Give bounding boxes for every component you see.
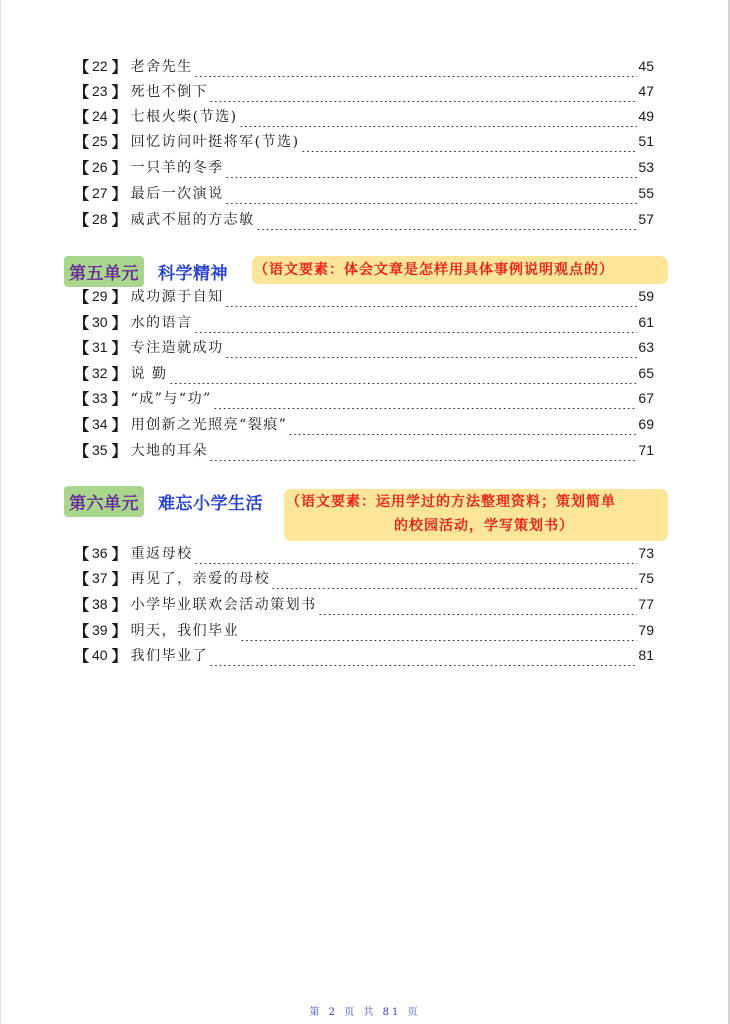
page-edge-left <box>0 0 1 1024</box>
bracket-close: 】 <box>111 184 127 203</box>
entry-title: 大地的耳朵 <box>130 443 209 459</box>
entry-number: 29 <box>92 288 108 304</box>
toc-entry[interactable] <box>74 619 654 641</box>
bracket-close: 】 <box>111 107 127 126</box>
toc-entry[interactable] <box>74 80 654 102</box>
entry-number: 35 <box>92 442 108 458</box>
unit5-element-box <box>252 256 668 284</box>
entry-number: 34 <box>92 416 108 432</box>
toc-entry[interactable] <box>74 593 654 615</box>
bracket-open: 【 <box>74 82 90 101</box>
toc-entry[interactable] <box>74 130 654 152</box>
entry-title: 再见了，亲爱的母校 <box>130 571 271 587</box>
toc-entry[interactable] <box>74 208 654 230</box>
entry-number: 25 <box>92 133 108 149</box>
entry-page: 45 <box>638 58 654 74</box>
entry-title: 最后一次演说 <box>130 186 224 202</box>
bracket-open: 【 <box>74 338 90 357</box>
entry-page: 47 <box>638 83 654 99</box>
entry-number: 38 <box>92 596 108 612</box>
toc-entry[interactable] <box>74 311 654 333</box>
dot-leader <box>225 285 638 307</box>
entry-title: 用创新之光照亮“裂痕” <box>130 417 288 433</box>
bracket-open: 【 <box>74 646 90 665</box>
bracket-open: 【 <box>74 621 90 640</box>
bracket-close: 】 <box>111 569 127 588</box>
entry-title: 重返母校 <box>130 546 193 562</box>
bracket-open: 【 <box>74 595 90 614</box>
entry-number: 31 <box>92 339 108 355</box>
unit-tag: 第五单元 <box>64 256 144 287</box>
entry-title: 威武不屈的方志敏 <box>130 212 255 228</box>
dot-leader <box>225 182 638 204</box>
dot-leader <box>194 311 638 333</box>
toc-entry[interactable] <box>74 156 654 178</box>
toc-entry[interactable] <box>74 542 654 564</box>
dot-leader <box>225 336 638 358</box>
bracket-close: 】 <box>111 544 127 563</box>
entry-title: 专注造就成功 <box>130 340 224 356</box>
bracket-close: 】 <box>111 389 127 408</box>
entry-page: 73 <box>638 545 654 561</box>
entry-page: 69 <box>638 416 654 432</box>
entry-number: 37 <box>92 570 108 586</box>
entry-number: 30 <box>92 314 108 330</box>
entry-number: 40 <box>92 647 108 663</box>
entry-number: 26 <box>92 159 108 175</box>
bracket-open: 【 <box>74 287 90 306</box>
dot-leader <box>209 439 637 461</box>
toc-entry[interactable] <box>74 644 654 666</box>
toc-entry[interactable] <box>74 55 654 77</box>
bracket-close: 】 <box>111 415 127 434</box>
unit-name: 难忘小学生活 <box>158 494 263 514</box>
bracket-close: 】 <box>111 441 127 460</box>
bracket-open: 【 <box>74 313 90 332</box>
entry-title: 小学毕业联欢会活动策划书 <box>130 597 317 613</box>
bracket-open: 【 <box>74 57 90 76</box>
bracket-open: 【 <box>74 389 90 408</box>
entry-number: 39 <box>92 622 108 638</box>
entry-title: 成功源于自知 <box>130 289 224 305</box>
dot-leader <box>169 362 638 384</box>
toc-entry[interactable] <box>74 387 654 409</box>
unit6-element-line1: （语文要素：运用学过的方法整理资料；策划简单 <box>286 494 616 510</box>
dot-leader <box>318 593 638 615</box>
unit-tag: 第六单元 <box>64 486 144 517</box>
bracket-open: 【 <box>74 544 90 563</box>
entry-title: 我们毕业了 <box>130 648 209 664</box>
dot-leader <box>209 80 637 102</box>
dot-leader <box>256 208 638 230</box>
bracket-close: 】 <box>111 82 127 101</box>
dot-leader <box>288 413 637 435</box>
bracket-close: 】 <box>111 57 127 76</box>
entry-title: 回忆访问叶挺将军(节选) <box>130 134 300 150</box>
dot-leader <box>271 567 637 589</box>
bracket-open: 【 <box>74 210 90 229</box>
toc-entry[interactable] <box>74 336 654 358</box>
unit6-element-line2: 的校园活动，学写策划书） <box>394 518 574 534</box>
dot-leader <box>240 619 637 641</box>
bracket-open: 【 <box>74 158 90 177</box>
toc-entry[interactable] <box>74 362 654 384</box>
bracket-open: 【 <box>74 132 90 151</box>
entry-page: 49 <box>638 108 654 124</box>
toc-entry[interactable] <box>74 285 654 307</box>
entry-page: 53 <box>638 159 654 175</box>
entry-number: 36 <box>92 545 108 561</box>
bracket-close: 】 <box>111 364 127 383</box>
entry-page: 67 <box>638 390 654 406</box>
bracket-open: 【 <box>74 364 90 383</box>
entry-number: 23 <box>92 83 108 99</box>
unit5-element-text: （语文要素：体会文章是怎样用具体事例说明观点的） <box>254 262 614 278</box>
bracket-open: 【 <box>74 107 90 126</box>
dot-leader <box>209 644 637 666</box>
bracket-open: 【 <box>74 415 90 434</box>
entry-title: 老舍先生 <box>130 59 193 75</box>
entry-title: 死也不倒下 <box>130 84 209 100</box>
bracket-close: 】 <box>111 621 127 640</box>
entry-page: 71 <box>638 442 654 458</box>
dot-leader <box>213 387 638 409</box>
toc-entry[interactable] <box>74 413 654 435</box>
entry-title: 明天，我们毕业 <box>130 623 240 639</box>
bracket-close: 】 <box>111 132 127 151</box>
dot-leader <box>239 105 638 127</box>
bracket-close: 】 <box>111 595 127 614</box>
bracket-close: 】 <box>111 287 127 306</box>
entry-page: 61 <box>638 314 654 330</box>
unit5-header <box>64 256 228 287</box>
entry-page: 75 <box>638 570 654 586</box>
page-footer: 第 2 页 共 81 页 <box>309 1007 421 1018</box>
toc-entry[interactable] <box>74 105 654 127</box>
entry-page: 63 <box>638 339 654 355</box>
entry-title: 一只羊的冬季 <box>130 160 224 176</box>
entry-number: 22 <box>92 58 108 74</box>
entry-number: 28 <box>92 211 108 227</box>
entry-page: 59 <box>638 288 654 304</box>
entry-number: 24 <box>92 108 108 124</box>
toc-entry[interactable] <box>74 439 654 461</box>
bracket-open: 【 <box>74 569 90 588</box>
bracket-close: 】 <box>111 338 127 357</box>
entry-number: 32 <box>92 365 108 381</box>
unit-name: 科学精神 <box>158 264 228 284</box>
dot-leader <box>301 130 638 152</box>
dot-leader <box>194 55 638 77</box>
unit6-element-box <box>284 489 668 541</box>
entry-title: 水的语言 <box>130 315 193 331</box>
bracket-close: 】 <box>111 646 127 665</box>
dot-leader <box>225 156 638 178</box>
bracket-close: 】 <box>111 210 127 229</box>
entry-page: 81 <box>638 647 654 663</box>
bracket-open: 【 <box>74 441 90 460</box>
entry-page: 65 <box>638 365 654 381</box>
entry-page: 57 <box>638 211 654 227</box>
bracket-close: 】 <box>111 158 127 177</box>
entry-number: 27 <box>92 185 108 201</box>
entry-title: “成”与“功” <box>130 391 212 407</box>
entry-number: 33 <box>92 390 108 406</box>
bracket-close: 】 <box>111 313 127 332</box>
toc-entry[interactable] <box>74 182 654 204</box>
entry-page: 77 <box>638 596 654 612</box>
entry-page: 51 <box>638 133 654 149</box>
entry-title: 七根火柴(节选) <box>130 109 238 125</box>
entry-page: 79 <box>638 622 654 638</box>
dot-leader <box>194 542 638 564</box>
entry-page: 55 <box>638 185 654 201</box>
bracket-open: 【 <box>74 184 90 203</box>
unit6-header <box>64 486 263 517</box>
toc-entry[interactable] <box>74 567 654 589</box>
entry-title: 说 勤 <box>130 366 168 382</box>
